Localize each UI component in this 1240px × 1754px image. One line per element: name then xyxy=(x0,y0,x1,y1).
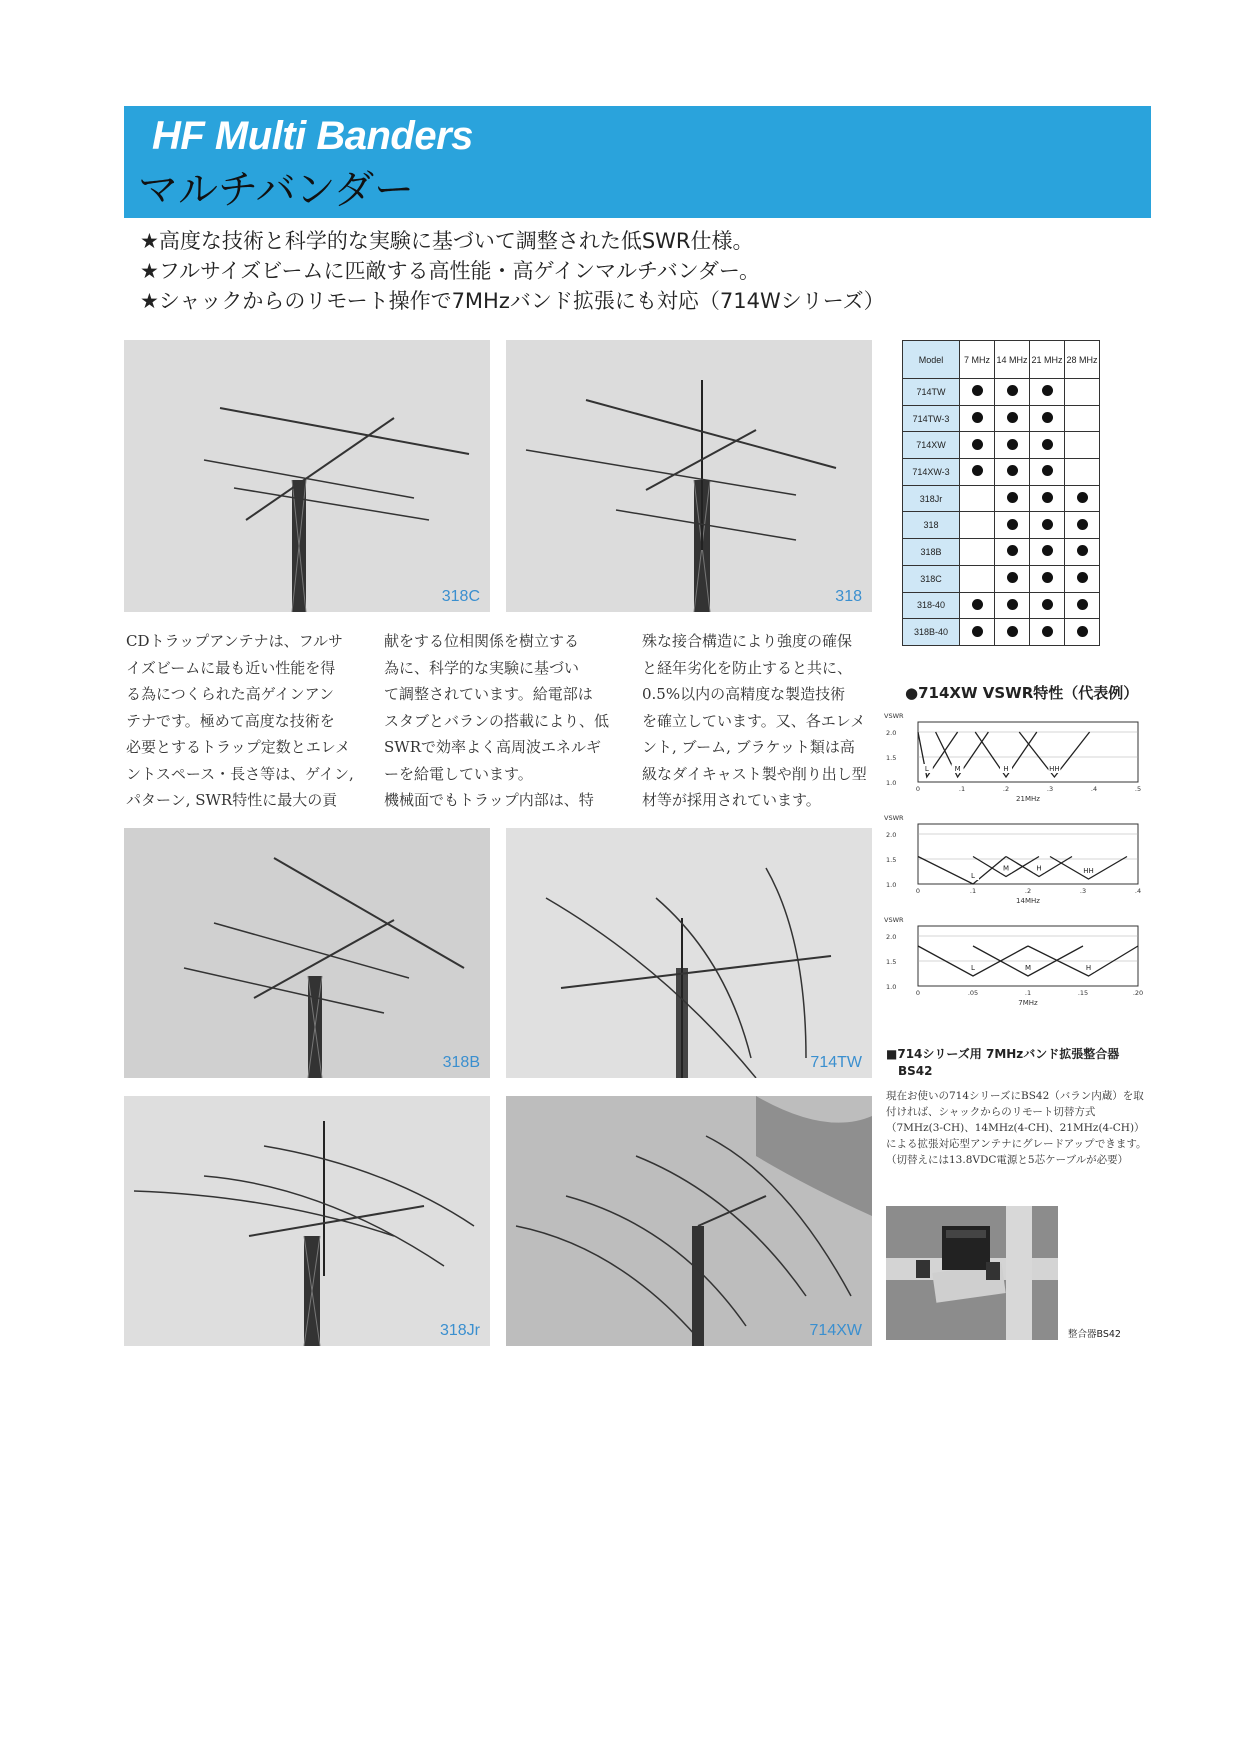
band-cell xyxy=(1030,485,1065,512)
text-line: パターン, SWR特性に最大の貢 xyxy=(126,791,338,809)
header-model: Model xyxy=(903,341,960,379)
table-header-row xyxy=(903,341,1100,379)
text-line: 為に、科学的な実験に基づい xyxy=(384,658,580,677)
x-tick-label: .20 xyxy=(1132,989,1144,997)
band-cell xyxy=(995,592,1030,619)
band-cell xyxy=(995,405,1030,432)
table-row xyxy=(903,432,1100,459)
x-tick-label: 0 xyxy=(915,989,921,997)
photo-714xw xyxy=(506,1096,872,1346)
band-cell xyxy=(960,459,995,486)
text-line: 0.5%以内の高精度な製造技術 xyxy=(642,685,846,703)
band-cell xyxy=(1030,619,1065,646)
band-annotation: HH xyxy=(1049,765,1060,773)
photo-318 xyxy=(506,340,872,612)
band-cell xyxy=(995,459,1030,486)
supported-dot-icon xyxy=(972,626,983,637)
band-cell xyxy=(1030,405,1065,432)
photo-714tw xyxy=(506,828,872,1078)
text-line: イズビームに最も近い性能を得 xyxy=(126,658,336,677)
table-row xyxy=(903,539,1100,566)
model-cell: 318B-40 xyxy=(903,619,960,646)
supported-dot-icon xyxy=(1007,385,1018,396)
y-tick-label: 1.5 xyxy=(886,856,897,864)
model-cell: 714TW xyxy=(903,379,960,406)
header-band: 7 MHz xyxy=(960,341,995,379)
supported-dot-icon xyxy=(972,465,983,476)
text-line: を確立しています。又、各エレメ xyxy=(642,711,866,730)
antenna-illustration xyxy=(506,828,872,1078)
header-band: 28 MHz xyxy=(1065,341,1100,379)
text-line: ントスペース・長さ等は、ゲイン, xyxy=(126,764,354,783)
y-tick-label: 1.5 xyxy=(886,754,897,762)
y-axis-label: VSWR xyxy=(884,814,904,822)
band-cell xyxy=(995,485,1030,512)
band-cell xyxy=(960,432,995,459)
photo-caption: 318 xyxy=(835,588,862,605)
supported-dot-icon xyxy=(1042,599,1053,610)
supported-dot-icon xyxy=(972,599,983,610)
band-cell xyxy=(995,539,1030,566)
y-tick-label: 1.0 xyxy=(886,983,897,991)
table-row xyxy=(903,592,1100,619)
y-axis-label: VSWR xyxy=(884,916,904,924)
band-cell xyxy=(1065,619,1100,646)
model-cell: 318C xyxy=(903,565,960,592)
band-cell xyxy=(1030,432,1065,459)
model-cell: 714XW xyxy=(903,432,960,459)
matcher-illustration xyxy=(886,1206,1058,1340)
band-cell xyxy=(995,432,1030,459)
band-cell xyxy=(995,565,1030,592)
supported-dot-icon xyxy=(1077,626,1088,637)
plot-frame xyxy=(918,824,1138,884)
x-axis-label: 14MHz xyxy=(1016,897,1040,905)
antenna-illustration xyxy=(124,828,490,1078)
body-column-2 xyxy=(384,628,614,814)
bs42-caption: 整合器BS42 xyxy=(1068,1329,1121,1340)
band-cell xyxy=(1065,592,1100,619)
band-cell xyxy=(960,379,995,406)
band-cell xyxy=(1030,512,1065,539)
band-cell xyxy=(1065,459,1100,486)
band-annotation: L xyxy=(971,872,975,880)
band-cell xyxy=(960,619,995,646)
text-line: CDトラップアンテナは、フルサ xyxy=(126,632,344,650)
antenna-illustration xyxy=(124,1096,490,1346)
band-cell xyxy=(1030,459,1065,486)
photo-caption: 318C xyxy=(441,588,480,605)
supported-dot-icon xyxy=(1007,626,1018,637)
header-band: 14 MHz xyxy=(995,341,1030,379)
antenna-illustration xyxy=(506,340,872,612)
supported-dot-icon xyxy=(1077,492,1088,503)
text-line: 必要とするトラップ定数とエレメ xyxy=(126,738,351,756)
supported-dot-icon xyxy=(1007,465,1018,476)
supported-dot-icon xyxy=(1042,492,1053,503)
photo-318jr xyxy=(124,1096,490,1346)
x-tick-label: .1 xyxy=(958,785,966,793)
supported-dot-icon xyxy=(1042,465,1053,476)
feature-item: ★高度な技術と科学的な実験に基づいて調整された低SWR仕様。 xyxy=(140,229,754,253)
supported-dot-icon xyxy=(1042,572,1053,583)
band-annotation: L xyxy=(924,765,929,773)
x-tick-label: .3 xyxy=(1079,887,1087,895)
x-tick-label: .2 xyxy=(1002,785,1010,793)
supported-dot-icon xyxy=(1007,572,1018,583)
table-row xyxy=(903,565,1100,592)
feature-item: ★フルサイズビームに匹敵する高性能・高ゲインマルチバンダー。 xyxy=(140,259,761,283)
band-cell xyxy=(960,539,995,566)
x-axis-label: 21MHz xyxy=(1016,795,1040,803)
bs42-title xyxy=(886,1046,1119,1080)
bs42-title-line: ■714シリーズ用 7MHzバンド拡張整合器 xyxy=(886,1047,1120,1061)
bs42-title-line: BS42 xyxy=(898,1064,933,1078)
supported-dot-icon xyxy=(1007,492,1018,503)
band-cell xyxy=(1065,539,1100,566)
body-column-1 xyxy=(126,628,356,814)
model-cell: 318-40 xyxy=(903,592,960,619)
text-line: 材等が採用されています。 xyxy=(642,791,821,809)
title-en: HF Multi Banders xyxy=(152,114,473,158)
x-tick-label: .15 xyxy=(1077,989,1089,997)
band-cell xyxy=(960,565,995,592)
y-tick-label: 1.0 xyxy=(886,779,897,787)
supported-dot-icon xyxy=(1007,439,1018,450)
photo-caption: 714TW xyxy=(810,1054,862,1071)
supported-dot-icon xyxy=(1007,412,1018,423)
text-line: スタブとバランの搭載により、低 xyxy=(384,711,610,730)
plot-frame xyxy=(918,722,1138,782)
model-cell: 714TW-3 xyxy=(903,405,960,432)
bs42-photo xyxy=(886,1206,1058,1340)
antenna-illustration xyxy=(506,1096,872,1346)
bs42-description: 現在お使いの714シリーズにBS42（バラン内蔵）を取付ければ、シャックからのリモート切替方式（7MHz(3-CH)、14MHz(4-CH)、21MHz(4-CH)）による拡張対応型アンテナにグレードアップできます。（切替えには13.8VDC電源と5芯ケーブルが必要） xyxy=(886,1090,1147,1166)
x-tick-label: .1 xyxy=(969,887,977,895)
y-tick-label: 2.0 xyxy=(886,831,897,839)
x-tick-label: 0 xyxy=(915,785,921,793)
vswr-chart-21mhz xyxy=(884,710,1144,806)
band-cell xyxy=(995,512,1030,539)
band-cell xyxy=(1030,379,1065,406)
supported-dot-icon xyxy=(1007,599,1018,610)
x-tick-label: .2 xyxy=(1024,887,1032,895)
vswr-chart-7mhz xyxy=(884,914,1144,1010)
body-column-3 xyxy=(642,628,872,814)
header-banner xyxy=(124,106,1151,218)
supported-dot-icon xyxy=(1042,626,1053,637)
feature-item: ★シャックからのリモート操作で7MHzバンド拡張にも対応（714Wシリーズ） xyxy=(140,289,885,313)
text-line: 級なダイキャスト製や削り出し型 xyxy=(642,764,867,783)
vswr-title: ●714XW VSWR特性（代表例） xyxy=(905,684,1139,702)
supported-dot-icon xyxy=(1007,545,1018,556)
x-tick-label: .3 xyxy=(1046,785,1054,793)
band-annotation: L xyxy=(971,964,975,972)
band-cell xyxy=(1030,592,1065,619)
band-cell xyxy=(995,619,1030,646)
band-cell xyxy=(960,512,995,539)
table-row xyxy=(903,459,1100,486)
table-row xyxy=(903,485,1100,512)
model-cell: 318B xyxy=(903,539,960,566)
x-tick-label: .4 xyxy=(1090,785,1098,793)
band-cell xyxy=(995,379,1030,406)
x-tick-label: .1 xyxy=(1024,989,1032,997)
plot-frame xyxy=(918,926,1138,986)
text-line: ーを給電しています。 xyxy=(384,764,533,783)
table-row xyxy=(903,405,1100,432)
supported-dot-icon xyxy=(1077,572,1088,583)
text-line: と経年劣化を防止すると共に、 xyxy=(642,658,853,677)
text-line: 殊な接合構造により強度の確保 xyxy=(642,632,853,650)
band-cell xyxy=(1065,485,1100,512)
y-tick-label: 1.5 xyxy=(886,958,897,966)
x-tick-label: .4 xyxy=(1134,887,1142,895)
photo-caption: 318Jr xyxy=(439,1322,480,1339)
supported-dot-icon xyxy=(1077,519,1088,530)
band-annotation: M xyxy=(954,765,961,773)
title-ja: マルチバンダー xyxy=(138,167,414,213)
antenna-illustration xyxy=(124,340,490,612)
vswr-chart-14mhz xyxy=(884,812,1144,908)
supported-dot-icon xyxy=(1042,385,1053,396)
band-cell xyxy=(960,592,995,619)
text-line: て調整されています。給電部は xyxy=(384,685,593,703)
band-cell xyxy=(1030,539,1065,566)
photo-318b xyxy=(124,828,490,1078)
x-axis-label: 7MHz xyxy=(1018,999,1038,1007)
model-cell: 318Jr xyxy=(903,485,960,512)
text-line: 献をする位相関係を樹立する xyxy=(384,632,580,650)
band-cell xyxy=(1065,379,1100,406)
band-annotation: H xyxy=(1085,964,1092,972)
text-line: テナです。極めて高度な技術を xyxy=(126,711,335,730)
y-tick-label: 2.0 xyxy=(886,729,897,737)
table-row xyxy=(903,379,1100,406)
supported-dot-icon xyxy=(1042,519,1053,530)
feature-list xyxy=(140,226,885,316)
supported-dot-icon xyxy=(1077,599,1088,610)
band-annotation: HH xyxy=(1083,867,1094,875)
text-line: る為につくられた高ゲインアン xyxy=(126,685,335,703)
header-band: 21 MHz xyxy=(1030,341,1065,379)
supported-dot-icon xyxy=(1077,545,1088,556)
band-cell xyxy=(1065,432,1100,459)
supported-dot-icon xyxy=(1042,545,1053,556)
band-cell xyxy=(1065,405,1100,432)
supported-dot-icon xyxy=(972,412,983,423)
table-row xyxy=(903,619,1100,646)
photo-caption: 318B xyxy=(442,1054,480,1071)
y-tick-label: 2.0 xyxy=(886,933,897,941)
text-line: SWRで効率よく高周波エネルギ xyxy=(384,738,601,756)
band-cell xyxy=(1065,512,1100,539)
supported-dot-icon xyxy=(1042,412,1053,423)
photo-318c xyxy=(124,340,490,612)
text-line: ント, ブーム, ブラケット類は高 xyxy=(642,738,855,756)
supported-dot-icon xyxy=(972,385,983,396)
band-annotation: H xyxy=(1036,864,1042,873)
x-tick-label: .5 xyxy=(1134,785,1142,793)
band-annotation: H xyxy=(1003,765,1009,773)
band-annotation: M xyxy=(1002,864,1010,873)
x-tick-label: 0 xyxy=(915,887,921,895)
band-annotation: M xyxy=(1024,964,1032,972)
x-tick-label: .05 xyxy=(967,989,979,997)
model-cell: 714XW-3 xyxy=(903,459,960,486)
y-tick-label: 1.0 xyxy=(886,881,897,889)
model-band-table xyxy=(902,340,1100,646)
y-axis-label: VSWR xyxy=(884,712,904,720)
supported-dot-icon xyxy=(1007,519,1018,530)
band-cell xyxy=(960,405,995,432)
band-cell xyxy=(1030,565,1065,592)
model-cell: 318 xyxy=(903,512,960,539)
supported-dot-icon xyxy=(1042,439,1053,450)
band-cell xyxy=(1065,565,1100,592)
band-cell xyxy=(960,485,995,512)
table-row xyxy=(903,512,1100,539)
photo-caption: 714XW xyxy=(809,1322,862,1339)
supported-dot-icon xyxy=(972,439,983,450)
text-line: 機械面でもトラップ内部は、特 xyxy=(384,791,594,809)
